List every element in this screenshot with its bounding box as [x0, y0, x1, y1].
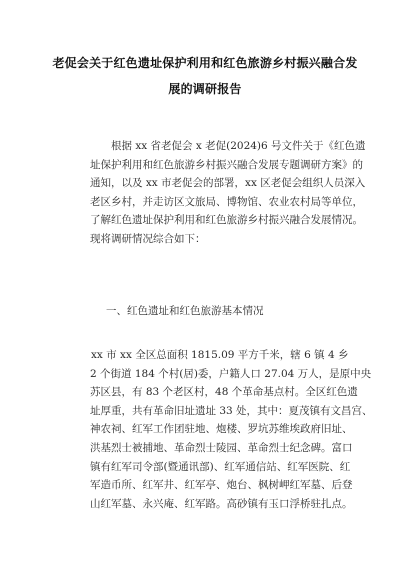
paragraph-line: 军造币所、红军井、红军亭、炮台、枫树岬红军墓、后登: [90, 479, 353, 492]
paragraph-line: 了解红色遗址保护利用和红色旅游乡村振兴融合发展情况。: [90, 214, 363, 227]
paragraph-line: 根据 xx 省老促会 x 老促(2024)6 号文件关于《红色遗: [111, 140, 366, 152]
paragraph-line: 洪基烈士被捕地、革命烈士陵园、革命烈士纪念碑。富口: [90, 441, 353, 454]
paragraph-line: 老区乡村，并走访区文旅局、博物馆、农业农村局等单位，: [90, 195, 363, 208]
paragraph-line: 镇有红军司令部(暨通讯部)、红军通信站、红军医院、红: [90, 460, 351, 473]
body-paragraph: [90, 346, 373, 513]
paragraph-line: xx 市 xx 全区总面积 1815.09 平方千米，辖 6 镇 4 乡: [91, 349, 349, 361]
paragraph-line: 苏区县，有 83 个老区村，48 个革命基点村。全区红色遗: [90, 386, 358, 399]
paragraph-line: 山红军墓、永兴庵、红军路。高砂镇有玉口浮桥驻扎点。: [90, 497, 353, 510]
paragraph-line: 址保护利用和红色旅游乡村振兴融合发展专题调研方案》的: [90, 158, 363, 171]
intro-paragraph: [90, 137, 366, 249]
title-line-2: 展的调研报告: [168, 82, 242, 96]
paragraph-line: 现将调研情况综合如下：: [90, 232, 206, 245]
paragraph-line: 2 个街道 184 个村(居)委，户籍人口 27.04 万人，是原中央: [90, 367, 372, 380]
paragraph-line: 通知，以及 xx 市老促会的部署，xx 区老促会组织人员深入: [90, 177, 366, 190]
paragraph-line: 址厚重，共有革命旧址遗址 33 处，其中：夏茂镇有文昌宫、: [90, 404, 373, 417]
section-heading: 一、红色遗址和红色旅游基本情况: [106, 305, 264, 317]
paragraph-line: 神农祠、红军工作团驻地、炮楼、罗坑苏维埃政府旧址、: [90, 423, 353, 436]
document-title: [52, 50, 358, 102]
title-line-1: 老促会关于红色遗址保护利用和红色旅游乡村振兴融合发: [52, 56, 358, 70]
